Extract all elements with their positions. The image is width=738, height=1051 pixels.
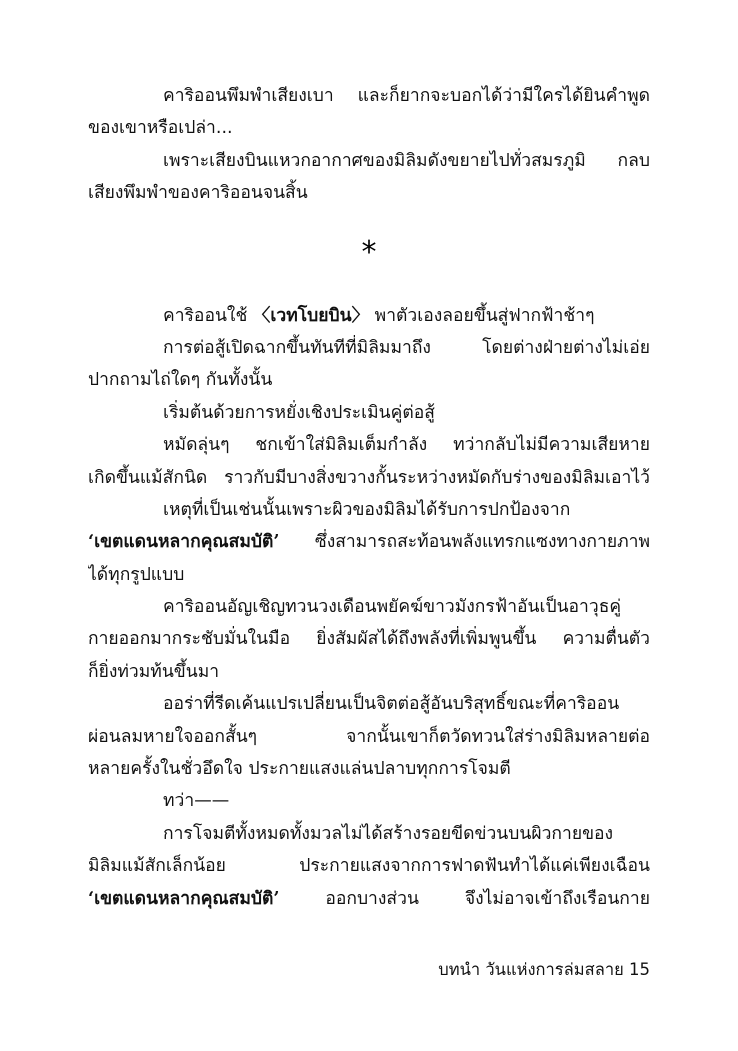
- paragraph-line: ปากถามไถ่ใดๆ กันทั้งนั้น: [88, 370, 273, 391]
- running-footer: บทนำ วันแห่งการล่มสลาย 15: [438, 960, 650, 979]
- paragraph-line: เกิดขึ้นแม้สักนิด ราวกับมีบางสิ่งขวางกั้นระหว่างหมัดกับร่างของมิลิมเอาไว้: [88, 467, 650, 488]
- barrier-name: ‘เขตแดนหลากคุณสมบัติ’: [88, 888, 280, 909]
- barrier-name: ‘เขตแดนหลากคุณสมบัติ’: [88, 532, 280, 553]
- paragraph-line: การโจมตีทั้งหมดทั้งมวลไม่ได้สร้างรอยขีดข่วนบนผิวกายของ: [163, 823, 614, 844]
- paragraph-line: ผ่อนลมหายใจออกสั้นๆ จากนั้นเขาก็ตวัดทวนใส่ร่างมิลิมหลายต่อ: [88, 726, 650, 747]
- paragraph-text: ออกบางส่วน จึงไม่อาจเข้าถึงเรือนกาย: [279, 888, 650, 909]
- paragraph-line: [88, 526, 650, 558]
- paragraph-line: ของเขาหรือเปล่า...: [88, 118, 233, 139]
- paragraph-line: ก็ยิ่งท่วมท้นขึ้นมา: [88, 661, 220, 682]
- paragraph-line: ได้ทุกรูปแบบ: [88, 564, 185, 585]
- paragraph-line: ออร่าที่รีดเค้นแปรเปลี่ยนเป็นจิตต่อสู้อันบริสุทธิ์ขณะที่คาริออน: [163, 694, 620, 715]
- paragraph-text: ซึ่งสามารถสะท้อนพลังแทรกแซงทางกายภาพ: [279, 532, 650, 553]
- paragraph-line: คาริออนพึมพำเสียงเบา และก็ยากจะบอกได้ว่ามีใครได้ยินคำพูด: [163, 86, 650, 106]
- paragraph-line: เสียงพึมพำของคาริออนจนสิ้น: [88, 183, 308, 204]
- scene-break-asterisk: *: [361, 234, 377, 270]
- paragraph-line: ทว่า——: [163, 791, 230, 812]
- spell-name: 〈เวทโบยบิน〉: [252, 305, 370, 326]
- paragraph-text: พาตัวเองลอยขึ้นสู่ฟากฟ้าช้าๆ: [369, 305, 595, 326]
- paragraph-line: [88, 883, 650, 915]
- paragraph-line: การต่อสู้เปิดฉากขึ้นทันทีที่มิลิมมาถึง โดยต่างฝ่ายต่างไม่เอ่ย: [163, 337, 650, 358]
- paragraph-text: คาริออนใช้: [163, 305, 253, 326]
- paragraph-line: กายออกมากระชับมั่นในมือ ยิ่งสัมผัสได้ถึงพลังที่เพิ่มพูนขึ้น ความตื่นตัว: [88, 629, 650, 650]
- paragraph-line: มิลิมแม้สักเล็กน้อย ประกายแสงจากการฟาดฟันทำได้แค่เพียงเฉือน: [88, 856, 650, 877]
- paragraph-line: หมัดลุ่นๆ ชกเข้าใส่มิลิมเต็มกำลัง ทว่ากลับไม่มีความเสียหาย: [163, 435, 650, 456]
- paragraph-line: เหตุที่เป็นเช่นนั้นเพราะผิวของมิลิมได้รับการปกป้องจาก: [163, 499, 571, 520]
- paragraph-line: เริ่มต้นด้วยการหยั่งเชิงประเมินคู่ต่อสู้: [163, 402, 435, 423]
- paragraph-line: คาริออนอัญเชิญทวนวงเดือนพยัคฆ์ขาวมังกรฟ้าอันเป็นอาวุธคู่: [163, 597, 622, 618]
- page-body: [88, 80, 650, 915]
- paragraph-line: หลายครั้งในชั่วอึดใจ ประกายแสงแล่นปลาบทุกการโจมตี: [88, 759, 511, 780]
- paragraph-line: [88, 300, 650, 332]
- paragraph-line: เพราะเสียงบินแหวกอากาศของมิลิมดังขยายไปทั่วสมรภูมิ กลบ: [163, 150, 650, 171]
